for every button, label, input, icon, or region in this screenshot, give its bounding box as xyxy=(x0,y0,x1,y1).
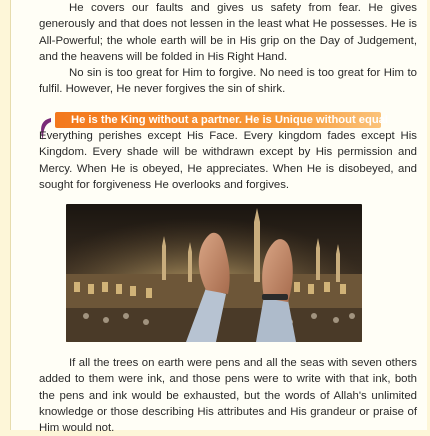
prayer-photo xyxy=(66,204,362,342)
book-page xyxy=(10,0,427,435)
prayer-photo-illustration xyxy=(66,204,362,342)
paragraph-trees-pens: If all the trees on earth were pens and all the seas with seven others added to them were ink, and those pens were to write with that ink, both the pens and ink would be exhausted, but the words of Allah's unlimited knowledge or those describing His attributes and His grandeur or praise of Him would not. xyxy=(39,357,417,435)
paragraph-kingdom: Everything perishes except His Face. Every kingdom fades except His Kingdom. Every shade will be withdrawn except by His permission and Mercy. When He is obeyed, He appreciates. When He is disobeyed, and sought for forgiveness He overlooks and forgives. xyxy=(39,130,417,191)
paragraph-forgiveness: He covers our faults and gives us safety from fear. He gives generously and that does not lessen in the least what He possesses. He is All-Powerful; the whole earth will be in His grip on the Day of Judgement, and the heavens will be folded in His Right Hand. xyxy=(39,2,417,63)
paragraph-shirk: No sin is too great for Him to forgive. No need is too great for Him to fulfil. However, He never forgives the sin of shirk. xyxy=(39,67,417,96)
heading-text: He is the King without a partner. He is Unique without equal xyxy=(71,114,389,126)
section-heading xyxy=(43,112,389,128)
heading-bar xyxy=(55,112,389,128)
